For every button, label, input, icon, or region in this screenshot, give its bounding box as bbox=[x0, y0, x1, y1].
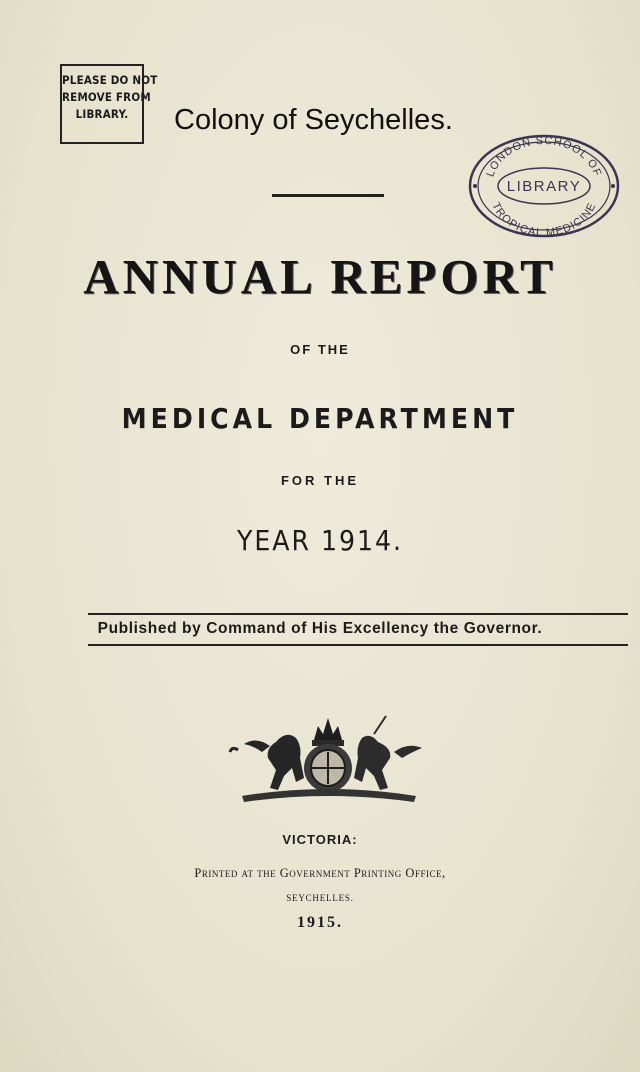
published-line: Published by Command of His Excellency the Governor. bbox=[97, 620, 543, 637]
library-stamp-bottom-text: TROPICAL MEDICINE bbox=[489, 200, 599, 240]
library-notice-box bbox=[60, 64, 158, 144]
for-the-label: FOR THE bbox=[280, 473, 360, 488]
royal-coat-of-arms-icon bbox=[226, 712, 430, 806]
library-notice-line-1: PLEASE DO NOT bbox=[62, 73, 158, 87]
title-divider bbox=[272, 194, 384, 197]
imprint-place: VICTORIA: bbox=[282, 832, 358, 847]
imprint-year: 1915. bbox=[297, 914, 343, 931]
report-year: YEAR 1914. bbox=[236, 524, 404, 557]
library-notice-line-2: REMOVE FROM bbox=[62, 90, 151, 104]
svg-text:LONDON SCHOOL OF bbox=[484, 135, 603, 179]
imprint-printer: Printed at the Government Printing Office, bbox=[194, 866, 446, 880]
report-title: ANNUAL REPORT bbox=[83, 249, 557, 304]
library-stamp-center-text: LIBRARY bbox=[506, 178, 582, 195]
imprint-location: SEYCHELLES. bbox=[286, 893, 354, 903]
department-title: MEDICAL DEPARTMENT bbox=[121, 402, 519, 435]
colony-title: Colony of Seychelles. bbox=[174, 104, 453, 136]
of-the-label: OF THE bbox=[290, 342, 350, 357]
library-stamp-top-text: LONDON SCHOOL OF bbox=[484, 134, 604, 179]
top-rule bbox=[88, 613, 628, 615]
svg-text:TROPICAL MEDICINE bbox=[489, 201, 598, 239]
bottom-rule bbox=[88, 644, 628, 646]
library-notice-line-3: LIBRARY. bbox=[75, 107, 129, 121]
library-stamp-icon bbox=[464, 132, 624, 240]
